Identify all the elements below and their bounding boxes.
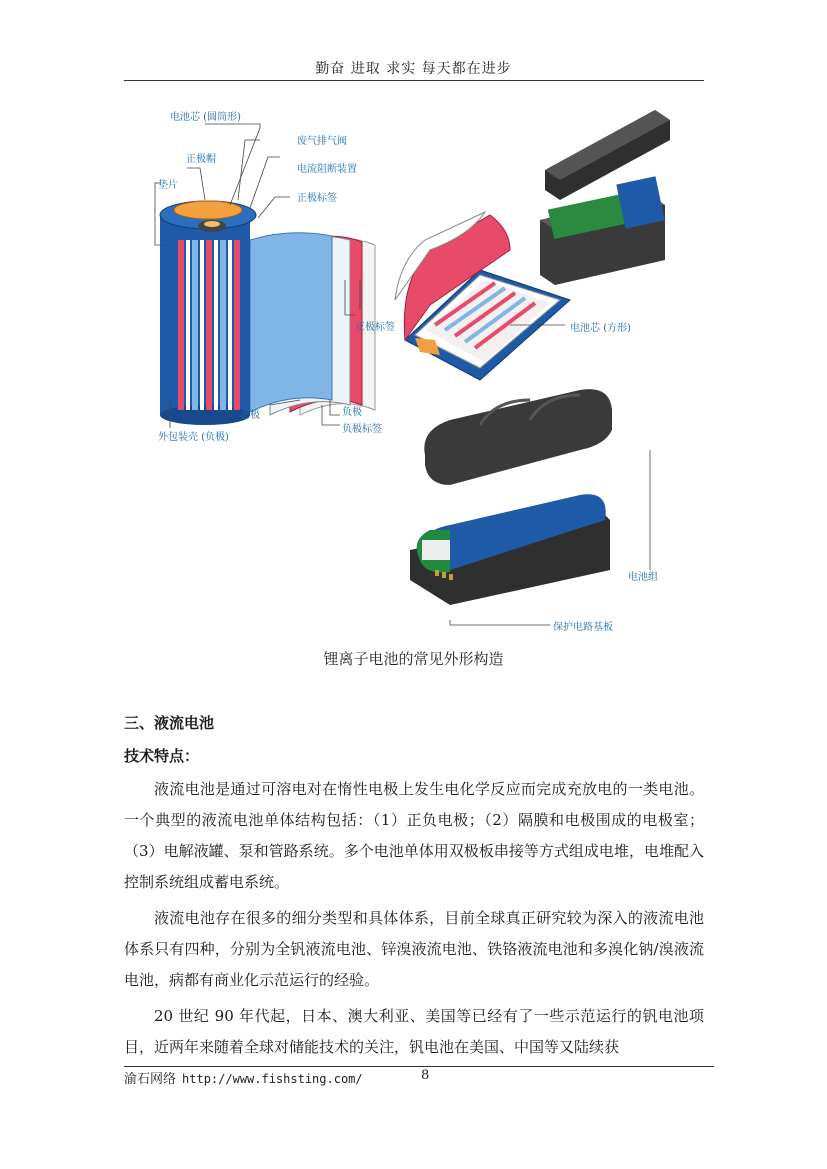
prismatic-case-drawing bbox=[540, 110, 670, 285]
paragraph-3: 20 世纪 90 年代起，日本、澳大利亚、美国等已经有了一些示范运行的钒电池项目，近两年来随着全球对储能技术的关注，钒电池在美国、中国等又陆续获 bbox=[124, 1007, 704, 1056]
section-title: 三、液流电池 bbox=[124, 714, 215, 732]
footer-url[interactable]: http://www.fishsting.com/ bbox=[182, 1072, 363, 1086]
label-vent: 废气排气阀 bbox=[297, 136, 347, 147]
label-battery-pack: 电池组 bbox=[628, 572, 658, 583]
label-pos-tab-top: 正极标签 bbox=[297, 193, 337, 204]
cylindrical-cell-drawing bbox=[160, 201, 375, 425]
paragraph-1: 液流电池是通过可溶电对在惰性电极上发生电化学反应而完成充放电的一类电池。一个典型的液流电池单体结构包括：（1）正负电极；（2）隔膜和电极围成的电极室；（3）电解液罐、泵和管路系统。多个电池单体用双极板串接等方式组成电堆，电堆配入控制系统组成蓄电系统。 bbox=[124, 780, 704, 891]
label-neg-tab: 负极标签 bbox=[342, 424, 382, 435]
battery-illustration bbox=[150, 100, 680, 640]
label-gasket: 垫片 bbox=[158, 180, 178, 191]
label-current-interrupt: 电流阻断装置 bbox=[297, 164, 357, 175]
figure-caption: 锂离子电池的常见外形构造 bbox=[323, 650, 504, 668]
label-pos-cap: 正极帽 bbox=[186, 154, 216, 165]
label-cell-core-prismatic: 电池芯 (方形) bbox=[570, 323, 631, 334]
subsection-title: 技术特点： bbox=[124, 747, 200, 765]
header-rule bbox=[124, 80, 704, 81]
footer-rule bbox=[124, 1066, 714, 1067]
label-case: 外包装壳 (负极) bbox=[158, 432, 229, 443]
header-motto: 勤奋 进取 求实 每天都在进步 bbox=[315, 61, 512, 77]
page-number: 8 bbox=[421, 1068, 430, 1083]
footer-site: 渝石网络 bbox=[124, 1072, 177, 1087]
battery-structure-figure bbox=[150, 100, 680, 640]
footer bbox=[124, 1068, 363, 1087]
label-negative: 负极 bbox=[342, 407, 362, 418]
battery-pack-drawing bbox=[410, 389, 612, 605]
label-cell-core-cylinder: 电池芯 (圆筒形) bbox=[170, 112, 241, 123]
paragraph-2: 液流电池存在很多的细分类型和具体体系，目前全球真正研究较为深入的液流电池体系只有四种，分别为全钒液流电池、锌溴液流电池、铁铬液流电池和多溴化钠/溴液流电池，病都有商业化示范运行的经验。 bbox=[124, 909, 704, 989]
label-positive: 正极 bbox=[240, 410, 260, 421]
label-protection-board: 保护电路基板 bbox=[553, 622, 613, 633]
label-pos-tab-side: 正极标签 bbox=[355, 322, 395, 333]
